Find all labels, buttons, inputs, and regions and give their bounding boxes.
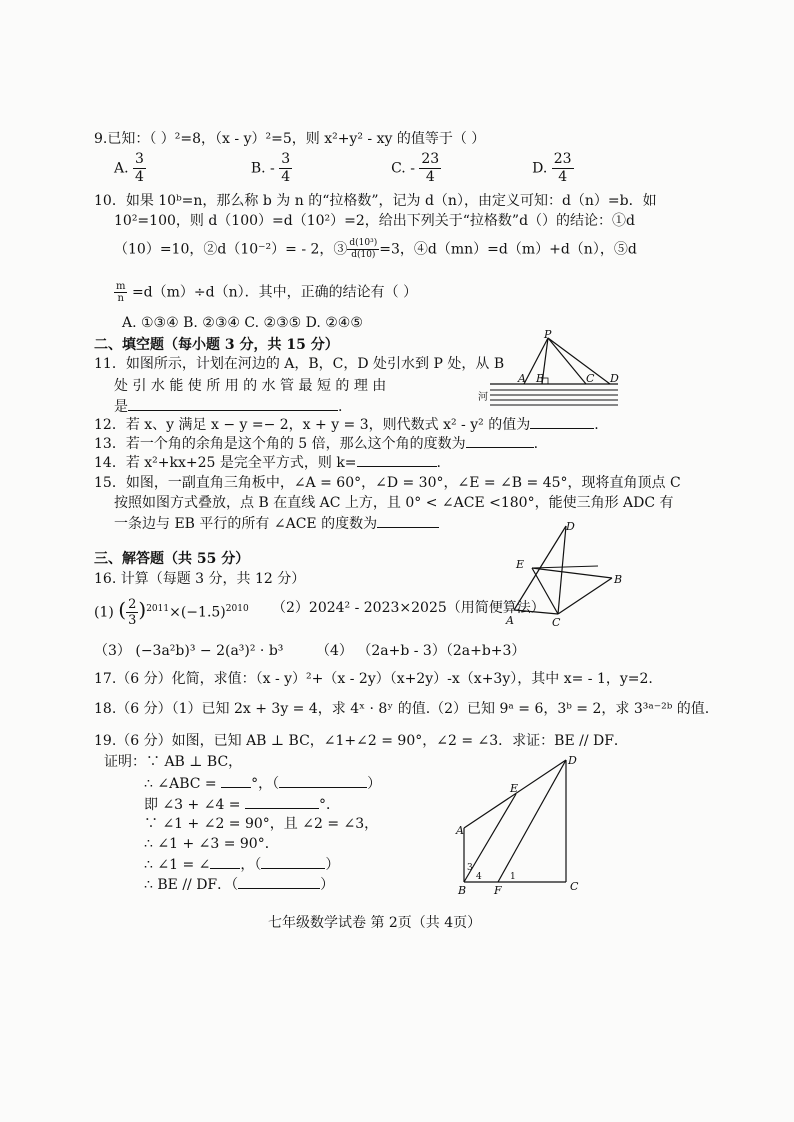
q19-step3: 即 ∠3 + ∠4 = °． [144,797,340,813]
q11-label-d: D [610,372,619,385]
q10-fraction: $\frac{\text{d(10³)}}{d(10)}$ [349,238,378,260]
q16-p1-fraction: $\frac{2}{3}$ [128,597,137,628]
q16-part1: (1) ( $\frac{2}{3}$ )$^{2011}\times(-1.5)^{2010}$ [94,597,249,628]
q19-label-c: C [570,880,579,893]
q12-text: 12．若 x、y 满足 x − y =− 2，x + y = 3，则代数式 x² - y² 的值为 . [94,417,599,433]
q19-step7: ∴ BE // DF．（ ） [144,877,335,893]
q16-title: 16. 计算（每题 3 分，共 12 分） [94,571,306,587]
q18-text: 18.（6 分）（1）已知 2x + 3y = 4，求 4ˣ · 8ʸ 的值.（2）已知 9ᵃ = 6，3ᵇ = 2，求 3³ᵃ⁻²ᵇ 的值. [94,701,710,717]
q9-text: 9.已知：（ ）²=8，（x - y）²=5，则 x²+y² - xy 的值等于（ ） [94,131,486,147]
q19-step6: ∴ ∠1 = ∠ ，（ ） [144,857,340,873]
q11-line3: 是 . [114,399,343,415]
q15-label-a: A [506,614,514,627]
q19-label-d: D [568,754,577,767]
q9-d-fraction: $\frac{23}{4}$ [553,151,572,185]
q9-c-label: C. [391,160,406,177]
q19-angle-4: 4 [476,872,482,882]
q19-step2: ∴ ∠ABC = °，（ ） [144,776,382,792]
q19-label-b: B [458,884,467,897]
q11-label-p: P [544,328,552,341]
q10-line4: $\frac{m}{n}$ =d（m）÷d（n）．其中，正确的结论有（ ） [116,281,418,304]
q9-options: A. $\frac{3}{4}$ B. - $\frac{3}{4}$ C. - $\frac{23}{4}$ D. $\frac{23}{4}$ [114,151,572,185]
q11-line1: 11．如图所示，计划在河边的 A，B，C，D 处引水到 P 处，从 B [94,356,505,372]
q15-line1: 15．如图，一副直角三角板中，∠A = 60°，∠D = 30°，∠E = ∠B = 45°，现将直角顶点 C [94,475,681,491]
q19-step5: ∴ ∠1 + ∠3 = 90°． [144,836,279,852]
q11-label-c: C [586,372,595,385]
q15-label-b: B [614,573,623,586]
q11-label-river: 河 [478,392,488,403]
q11-label-b: B [536,372,545,385]
q15-label-d: D [566,520,575,533]
page-footer: 七年级数学试卷 第 2页（共 4页） [268,915,482,931]
q9-a-label: A. [114,160,129,177]
q19-angle-1: 1 [510,872,516,882]
q15-label-e: E [516,558,525,571]
q10-line2: 10²=100，则 d（100）=d（10²）=2，给出下列关于“拉格数”d（）的结论：①d [114,213,636,229]
q15-label-c: C [552,616,561,629]
q11-river-figure [478,328,622,414]
q9-d-label: D. [532,160,548,177]
q19-title: 19.（6 分）如图，已知 AB ⊥ BC，∠1+∠2 = 90°，∠2 = ∠3．求证：BE // DF． [94,733,628,749]
q19-label-f: F [494,884,502,897]
q11-label-a: A [518,372,526,385]
q17-text: 17.（6 分）化简，求值：（x - y）²+（x - 2y）（x+2y）-x（x+3y），其中 x= - 1，y=2. [94,671,653,687]
section-2-title: 二、填空题（每小题 3 分，共 15 分） [94,337,339,353]
q13-text: 13．若一个角的余角是这个角的 5 倍，那么这个角的度数为 . [94,436,539,452]
q9-a-fraction: $\frac{3}{4}$ [135,151,144,185]
q10-line3: （10）=10，②d（10⁻²）= - 2，③ $\frac{\text{d(10³)}}{d(10)}$ =3，④d（mn）=d（m）+d（n），⑤d [114,238,637,260]
q19-step4: ∵ ∠1 + ∠2 = 90°，且 ∠2 = ∠3， [144,816,379,832]
q19-label-a: A [456,824,464,837]
section-3-title: 三、解答题（共 55 分） [94,551,250,567]
q16-part3: （3） (−3a²b)³ − 2(a³)² · b³ [94,643,284,659]
q19-step1: 证明：∵ AB ⊥ BC， [104,754,243,770]
q9-b-fraction: $\frac{3}{4}$ [281,151,291,185]
q11-line2: 处 引 水 能 使 所 用 的 水 管 最 短 的 理 由 [114,378,387,394]
q14-text: 14．若 x²+kx+25 是完全平方式，则 k= . [94,455,441,471]
q9-c-fraction: $\frac{23}{4}$ [421,151,440,185]
q10-mn-fraction: $\frac{m}{n}$ [116,281,126,304]
q15-line3: 一条边与 EB 平行的所有 ∠ACE 的度数为 [114,514,439,533]
q10-line1: 10．如果 10ᵇ=n，那么称 b 为 n 的“拉格数”，记为 d（n），由定义可知：d（n）=b．如 [94,193,657,209]
q19-angle-3: 3 [467,863,473,873]
q16-part4: （4） （2a+b - 3）（2a+b+3） [316,643,526,659]
q9-b-label: B. [250,160,266,177]
q16-part2: （2）2024² - 2023×2025（用简便算法） [272,600,545,616]
q19-label-e: E [510,782,519,795]
q15-line2: 按照如图方式叠放，点 B 在直线 AC 上方，且 0° < ∠ACE <180°，能使三角形 ADC 有 [114,495,674,511]
q19-geometry-figure [452,752,592,897]
q10-options: A. ①③④ B. ②③④ C. ②③⑤ D. ②④⑤ [122,315,363,331]
